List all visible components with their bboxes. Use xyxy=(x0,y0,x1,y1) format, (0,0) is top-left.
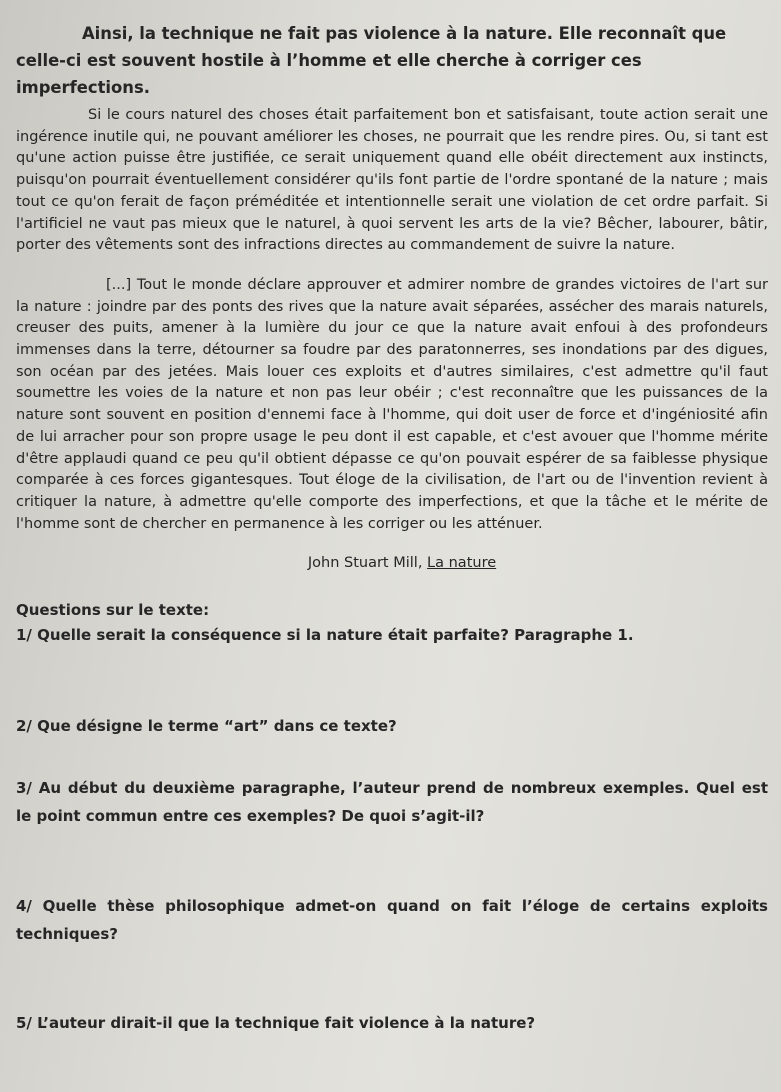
question-3: 3/ Au début du deuxième paragraphe, l’auteur prend de nombreux exemples. Quel est le point commun entre ces exemples? De quoi s’agit-il? xyxy=(16,779,768,826)
intro-statement: Ainsi, la technique ne fait pas violence à la nature. Elle reconnaît que celle-ci est souvent hostile à l’homme et elle cherche à corriger ces imperfections. xyxy=(16,24,727,97)
question-2: 2/ Que désigne le terme “art” dans ce texte? xyxy=(16,717,397,736)
question-4: 4/ Quelle thèse philosophique admet-on quand on fait l’éloge de certains exploits techniques? xyxy=(16,897,768,944)
text-paragraph-2: [...] Tout le monde déclare approuver et admirer nombre de grandes victoires de l'art sur la nature : joindre par des ponts des rives que la nature avait séparées, assécher des marais naturels, creuser des puits, amener à la lumière du jour ce que la nature avait enfoui à des profondeurs immenses dans la terre, détourner sa foudre par des paratonnerres, ses inondations par des digues, son océan par des jetées. Mais louer ces exploits et d'autres similaires, c'est admettre qu'il faut soumettre les voies de la nature et non pas leur obéir ; c'est reconnaître que les puissances de la nature sont souvent en position d'ennemi face à l'homme, qui doit user de force et d'ingéniosité afin de lui arracher pour son propre usage le peu dont il est capable, et c'est avouer que l'homme mérite d'être applaudi quand ce peu qu'il obtient dépasse ce qu'on pouvait espérer de sa faiblesse physique comparée à ces forces gigantesques. Tout éloge de la civilisation, de l'art ou de l'invention revient à critiquer la nature, à admettre qu'elle comporte des imperfections, et que la tâche et le mérite de l'homme sont de chercher en permanence à les corriger ou les atténuer. xyxy=(16,276,768,532)
document-body xyxy=(16,20,768,1037)
author-name: John Stuart Mill, xyxy=(307,555,423,572)
source-attribution xyxy=(16,555,768,571)
text-paragraph-1: Si le cours naturel des choses était parfaitement bon et satisfaisant, toute action serait une ingérence inutile qui, ne pouvant améliorer les choses, ne pourrait que les rendre pires. Ou, si tant est qu'une action puisse être justifiée, ce serait uniquement quand elle obéit directement aux instincts, puisqu'on pourrait éventuellement considérer qu'ils font partie de l'ordre spontané de la nature ; mais tout ce qu'on ferait de façon préméditée et intentionnelle serait une violation de cet ordre parfait. Si l'artificiel ne vaut pas mieux que le naturel, à quoi servent les arts de la vie? Bêcher, labourer, bâtir, porter des vêtements sont des infractions directes au commandement de suivre la nature. xyxy=(16,107,768,254)
work-title: La nature xyxy=(427,555,497,572)
question-5: 5/ L’auteur dirait-il que la technique fait violence à la nature? xyxy=(16,1014,536,1033)
question-1: 1/ Quelle serait la conséquence si la nature était parfaite? Paragraphe 1. xyxy=(16,626,634,645)
questions-heading: Questions sur le texte: xyxy=(16,601,210,620)
